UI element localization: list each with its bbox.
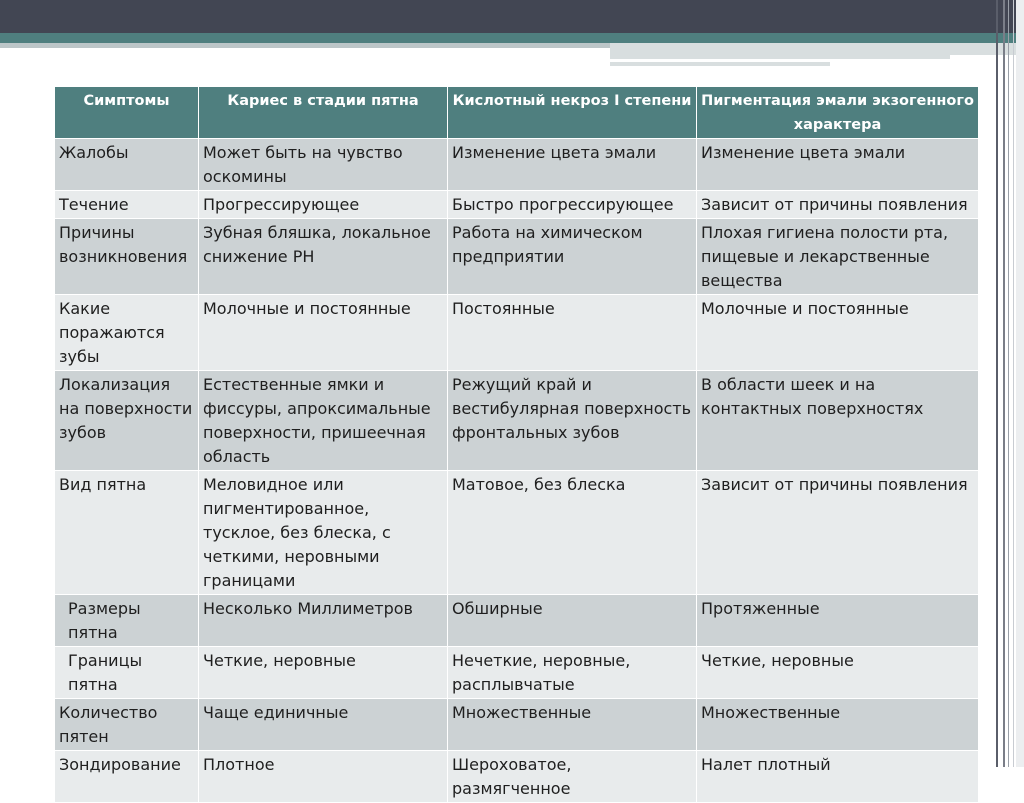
table-cell: Нечеткие, неровные, расплывчатые — [448, 647, 697, 699]
header-band-teal — [0, 33, 1024, 43]
header-band-dark — [0, 0, 1024, 33]
table-cell: Может быть на чувство оскомины — [199, 139, 448, 191]
header-band-light — [610, 43, 1024, 55]
right-edge-shade — [1016, 0, 1024, 767]
table-cell: Чаще единичные — [199, 699, 448, 751]
table-cell: В области шеек и на контактных поверхностях — [697, 371, 979, 471]
row-label: Жалобы — [55, 139, 199, 191]
table-cell: Множественные — [448, 699, 697, 751]
table-cell: Прогрессирующее — [199, 191, 448, 219]
table-cell: Молочные и постоянные — [697, 295, 979, 371]
table-row — [55, 595, 979, 647]
table-row — [55, 139, 979, 191]
table-row — [55, 295, 979, 371]
row-label: Размеры пятна — [55, 595, 199, 647]
table-cell: Естественные ямки и фиссуры, апроксимальные поверхности, пришеечная область — [199, 371, 448, 471]
table-cell: Зубная бляшка, локальное снижение РН — [199, 219, 448, 295]
header-enamel-pigmentation: Пигментация эмали экзогенного характера — [697, 87, 979, 139]
table-cell: Плохая гигиена полости рта, пищевые и лекарственные вещества — [697, 219, 979, 295]
row-label: Зондирование — [55, 751, 199, 803]
table-cell: Быстро прогрессирующее — [448, 191, 697, 219]
right-edge-line — [1013, 0, 1014, 767]
table-cell: Налет плотный — [697, 751, 979, 803]
row-label: Какие поражаются зубы — [55, 295, 199, 371]
header-line-2 — [610, 62, 830, 66]
row-label: Вид пятна — [55, 471, 199, 595]
table-cell: Режущий край и вестибулярная поверхность фронтальных зубов — [448, 371, 697, 471]
table-cell: Молочные и постоянные — [199, 295, 448, 371]
row-label: Причины возникновения — [55, 219, 199, 295]
symptoms-comparison-table — [54, 86, 979, 803]
right-edge-line — [996, 0, 998, 767]
table-row — [55, 191, 979, 219]
table-header-row — [55, 87, 979, 139]
table-cell: Плотное — [199, 751, 448, 803]
header-acid-necrosis: Кислотный некроз I степени — [448, 87, 697, 139]
header-line-1 — [610, 55, 950, 59]
row-label: Количество пятен — [55, 699, 199, 751]
header-symptoms: Симптомы — [55, 87, 199, 139]
table-row — [55, 647, 979, 699]
table-cell: Работа на химическом предприятии — [448, 219, 697, 295]
right-edge-line — [1008, 0, 1009, 767]
table-cell: Зависит от причины появления — [697, 471, 979, 595]
table-cell: Протяженные — [697, 595, 979, 647]
table-cell: Постоянные — [448, 295, 697, 371]
table-cell: Четкие, неровные — [199, 647, 448, 699]
table-cell: Множественные — [697, 699, 979, 751]
table-row — [55, 371, 979, 471]
table-cell: Четкие, неровные — [697, 647, 979, 699]
table-cell: Зависит от причины появления — [697, 191, 979, 219]
table-row — [55, 219, 979, 295]
table-cell: Изменение цвета эмали — [697, 139, 979, 191]
table-cell: Шероховатое, размягченное — [448, 751, 697, 803]
right-edge-line — [1003, 0, 1005, 767]
row-label: Локализация на поверхности зубов — [55, 371, 199, 471]
table-cell: Меловидное или пигментированное, тусклое, без блеска, с четкими, неровными границами — [199, 471, 448, 595]
row-label: Течение — [55, 191, 199, 219]
table-row — [55, 751, 979, 803]
table-row — [55, 699, 979, 751]
table-cell: Обширные — [448, 595, 697, 647]
header-caries-spot: Кариес в стадии пятна — [199, 87, 448, 139]
table-cell: Матовое, без блеска — [448, 471, 697, 595]
table-cell: Несколько Миллиметров — [199, 595, 448, 647]
table-cell: Изменение цвета эмали — [448, 139, 697, 191]
header-band-grey — [0, 43, 610, 48]
table-row — [55, 471, 979, 595]
row-label: Границы пятна — [55, 647, 199, 699]
